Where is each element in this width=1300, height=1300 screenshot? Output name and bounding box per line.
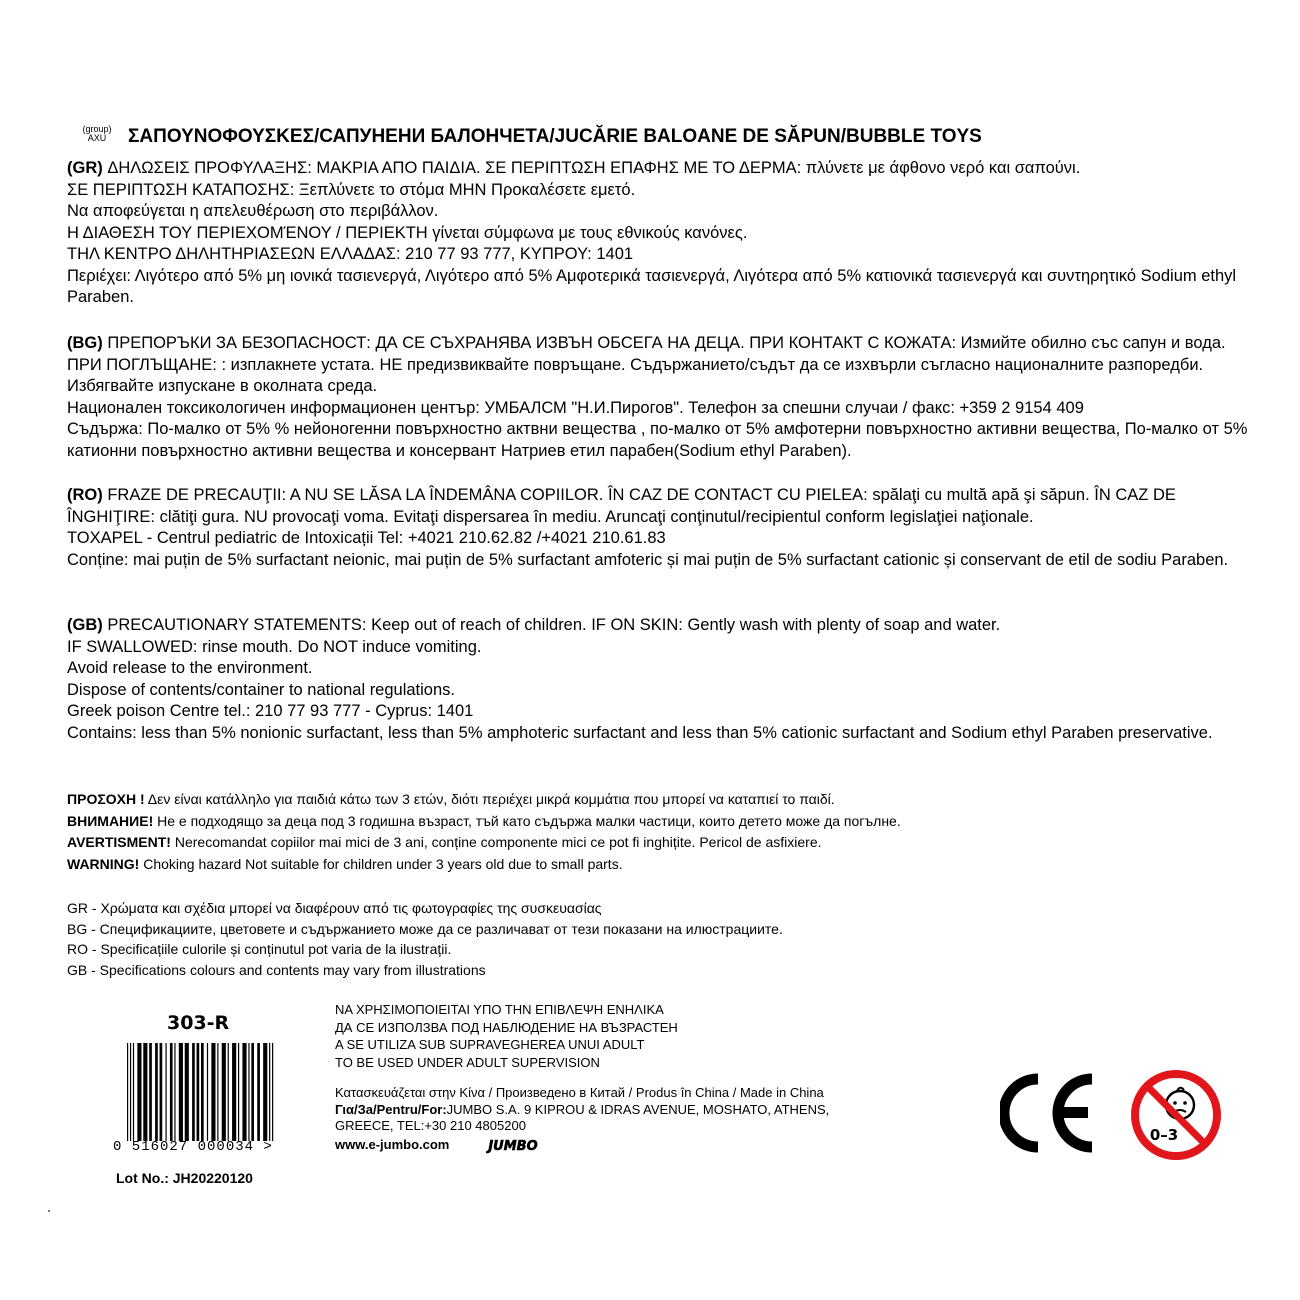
warning-ro [67,832,1257,854]
section-gb [67,615,1257,744]
jumbo-logo [484,1135,542,1155]
ce-mark-icon [1000,1073,1096,1153]
section-ro-line: Conține: mai puțin de 5% surfactant neionic, mai puțin de 5% surfactant amfoteric și mai puțin de 5% surfactant cationic și conservant de etil de sodiu Paraben. [67,550,1229,569]
section-gb-line: PRECAUTIONARY STATEMENTS: Keep out of reach of children. IF ON SKIN: Gently wash with plenty of soap and water. [102,616,1001,634]
supervision-line: TO BE USED UNDER ADULT SUPERVISION [335,1054,600,1070]
barcode-bar [185,1043,189,1141]
barcode-bar [238,1043,239,1141]
warning-label: WARNING! [67,855,140,872]
section-gr-line: Περιέχει: Λιγότερο από 5% μη ιονικά τασιενεργά, Λιγότερο από 5% Αμφοτερικά τασιενεργά, Λιγότερα από 5% κατιονικά τασιενεργά και συντηρητικό Sodium ethyl Paraben. [67,266,1237,306]
section-gr [67,158,1257,309]
group-logo [72,125,122,143]
barcode-bar [155,1043,158,1141]
warning-text: Не е подходящо за деца под 3 годишна възраст, тъй като съдържа малки частици, които детето може да погълне. [153,812,901,829]
barcode-bar [149,1043,152,1141]
group-logo-line-2: AXU [87,133,107,143]
age-range-text: 0–3 [1149,1126,1179,1144]
for-label: Για/За/Pentru/For: [335,1101,447,1117]
barcode-bar [130,1043,131,1141]
warning-text: Δεν είναι κατάλληλο για παιδιά κάτω των 3 ετών, διότι περιέχει μικρά κομμάτια που μπορεί να καταπιεί το παιδί. [144,791,835,807]
lot-number: Lot No.: JH20220120 [116,1170,253,1186]
barcode-bar [242,1043,246,1141]
barcode-bar [211,1043,215,1141]
section-gb-line: IF SWALLOWED: rinse mouth. Do NOT induce vomiting. [67,637,482,656]
section-gr-line: ΣΕ ΠΕΡΙΠΤΩΣΗ ΚΑΤΑΠΟΣΗΣ: Ξεπλύνετε το στόμα ΜΗΝ Προκαλέσετε εμετό. [67,180,636,199]
barcode-bar [228,1043,229,1141]
product-code: 303-R [167,1012,230,1034]
illustration-notes [67,898,1257,980]
adult-supervision [335,1001,678,1071]
supervision-line: A SE UTILIZA SUB SUPRAVEGHEREA UNUI ADULT [335,1037,645,1052]
barcode-bar [248,1043,249,1141]
note-gb: GB - Specifications colours and contents may vary from illustrations [67,961,486,978]
warning-label: ВНИМАНИЕ! [67,812,154,829]
barcode-bar [232,1043,236,1141]
manufacturer-info [335,1085,829,1135]
section-gb-line: Contains: less than 5% nonionic surfactant, less than 5% amphoteric surfactant and less than 5% cationic surfactant and Sodium ethyl Paraben preservative. [67,723,1213,742]
section-ro-line: FRAZE DE PRECAUŢII: A NU SE LĂSA LA ÎNDEMÂNA COPIILOR. ÎN CAZ DE CONTACT CU PIELEA: spălaţi cu multă apă şi săpun. ÎN CAZ DE ÎNGHIŢIRE: clătiţi gura. NU provocaţi voma. Evitaţi dispersarea în mediu. Aruncaţi conţinutul/recipientul conform legislaţiei naţionale. [67,486,1176,526]
section-gr-line: Να αποφεύγεται η απελευθέρωση στο περιβάλλον. [67,202,439,220]
section-bg-line: Национален токсикологичен информационен център: УМБАЛСМ "Н.И.Пирогов". Телефон за спешни случаи / факс: +359 2 9154 409 [67,398,1084,417]
not-for-under-3-icon [1130,1069,1222,1161]
barcode-bar [251,1043,254,1141]
supervision-line: ДА СЕ ИЗПОЛЗВА ПОД НАБЛЮДЕНИЕ НА ВЪЗРАСТЕН [335,1019,678,1035]
barcode [127,1043,275,1141]
made-in: Κατασκευάζεται στην Κίνα / Произведено в Китай / Produs în China / Made in China [335,1085,824,1100]
section-gr-line: ΔΗΛΩΣΕΙΣ ΠΡΟΦΥΛΑΞΗΣ: ΜΑΚΡΙΑ ΑΠΟ ΠΑΙΔΙΑ. ΣΕ ΠΕΡΙΠΤΩΣΗ ΕΠΑΦΗΣ ΜΕ ΤΟ ΔΕΡΜΑ: πλύνετε με άφθονο νερό και σαπούνι. [102,159,1081,177]
jumbo-logo-text: JUMBO [488,1139,538,1154]
stray-dot [48,1210,50,1212]
section-bg-label: (BG) [67,334,103,352]
barcode-bar [170,1043,173,1141]
section-bg [67,333,1257,462]
barcode-bar [207,1043,208,1141]
warning-text: Nerecomandat copiilor mai mici de 3 ani, conține componente mici ce pot fi inghițite. Pericol de asfixiere. [170,834,822,850]
warning-label: AVERTISMENT! [67,834,171,850]
warning-gr [67,789,1257,811]
warning-bg [67,811,1257,833]
supervision-line: ΝΑ ΧΡΗΣΙΜΟΠΟΙΕΙΤΑΙ ΥΠΟ ΤΗΝ ΕΠΙΒΛΕΨΗ ΕΝΗΛΙΚΑ [335,1002,664,1017]
section-bg-line: ПРЕПОРЪКИ ЗА БЕЗОПАСНОСТ: ДА СЕ СЪХРАНЯВА ИЗВЪН ОБСЕГА НА ДЕЦА. ПРИ КОНТАКТ С КОЖАТА: Измийте обилно със сапун и вода. ПРИ ПОГЛЪЩАНЕ: : изплакнете устата. НЕ предизвиквайте повръщане. Съдържанието/съдът да се изхвърли съгласно националните разпоредби. Избягвайте изпускане в околната среда. [67,334,1226,395]
barcode-bar [263,1043,267,1141]
barcode-bar [143,1043,147,1141]
barcode-bar [179,1043,183,1141]
section-gb-line: Dispose of contents/container to national regulations. [67,680,455,699]
barcode-bar [217,1043,218,1141]
note-ro: RO - Specificațiile culorile și conținutul pot varia de la ilustrații. [67,941,452,957]
choking-warnings [67,789,1257,875]
barcode-bar [197,1043,200,1141]
section-bg-line: Съдържа: По-малко от 5% % нейоногенни повърхностно актвни вещества , по-малко от 5% амфотерни повърхностно активни вещества, По-малко от 5% катионни повърхностно активни вещества и консервант Натриев етил парабен(Sodium ethyl Paraben). [67,420,1248,460]
barcode-bar [133,1043,134,1141]
barcode-digits: 0 516027 000034 > [113,1139,273,1155]
barcode-bar [174,1043,175,1141]
barcode-bar [165,1043,166,1141]
barcode-bar [257,1043,260,1141]
note-bg: BG - Спецификациите, цветовете и съдържанието може да се различават от тези показани на илюстрациите. [67,920,783,937]
barcode-bar [201,1043,204,1141]
section-ro [67,485,1257,571]
barcode-bar [160,1043,163,1141]
barcode-bar [272,1043,273,1141]
product-title: ΣΑΠΟΥΝΟΦΟΥΣΚΕΣ/САПУНЕНИ БАЛОНЧЕТА/JUCĂRIE BALOANE DE SĂPUN/BUBBLE TOYS [128,126,982,147]
warning-gb [67,854,1257,876]
group-logo-line-1: (group) [82,124,112,134]
section-gr-line: Η ΔΙΑΘΕΣΗ ΤΟΥ ΠΕΡΙΕΧΟΜΈΝΟΥ / ΠΕΡΙΕΚΤΗ γίνεται σύμφωνα με τους εθνικούς κανόνες. [67,223,748,242]
section-gb-line: Greek poison Centre tel.: 210 77 93 777 - Cyprus: 1401 [67,702,474,720]
section-gr-label: (GR) [67,159,103,177]
barcode-bar [127,1043,128,1141]
barcode-bar [269,1043,270,1141]
address-line: JUMBO S.A. 9 KIPROU & IDRAS AVENUE, MOSHATO, ATHENS, [446,1101,830,1117]
barcode-bar [137,1043,141,1141]
warning-text: Choking hazard Not suitable for children under 3 years old due to small parts. [139,855,623,872]
barcode-bar [222,1043,226,1141]
address-line: GREECE, TEL:+30 210 4805200 [335,1118,526,1133]
website: www.e-jumbo.com [335,1137,450,1152]
section-ro-line: TOXAPEL - Centrul pediatric de Intoxicații Tel: +4021 210.62.82 /+4021 210.61.83 [67,529,666,547]
section-gb-label: (GB) [67,616,103,634]
section-ro-label: (RO) [67,486,103,504]
note-gr: GR - Χρώματα και σχέδια μπορεί να διαφέρουν από τις φωτογραφίες της συσκευασίας [67,900,602,916]
warning-label: ΠΡΟΣΟΧΗ ! [67,791,145,807]
section-gr-line: ΤΗΛ ΚΕΝΤΡΟ ΔΗΛΗΤΗΡΙΑΣΕΩΝ ΕΛΛΑΔΑΣ: 210 77 93 777, ΚΥΠΡΟΥ: 1401 [67,245,634,263]
section-gb-line: Avoid release to the environment. [67,659,313,677]
barcode-bar [192,1043,195,1141]
